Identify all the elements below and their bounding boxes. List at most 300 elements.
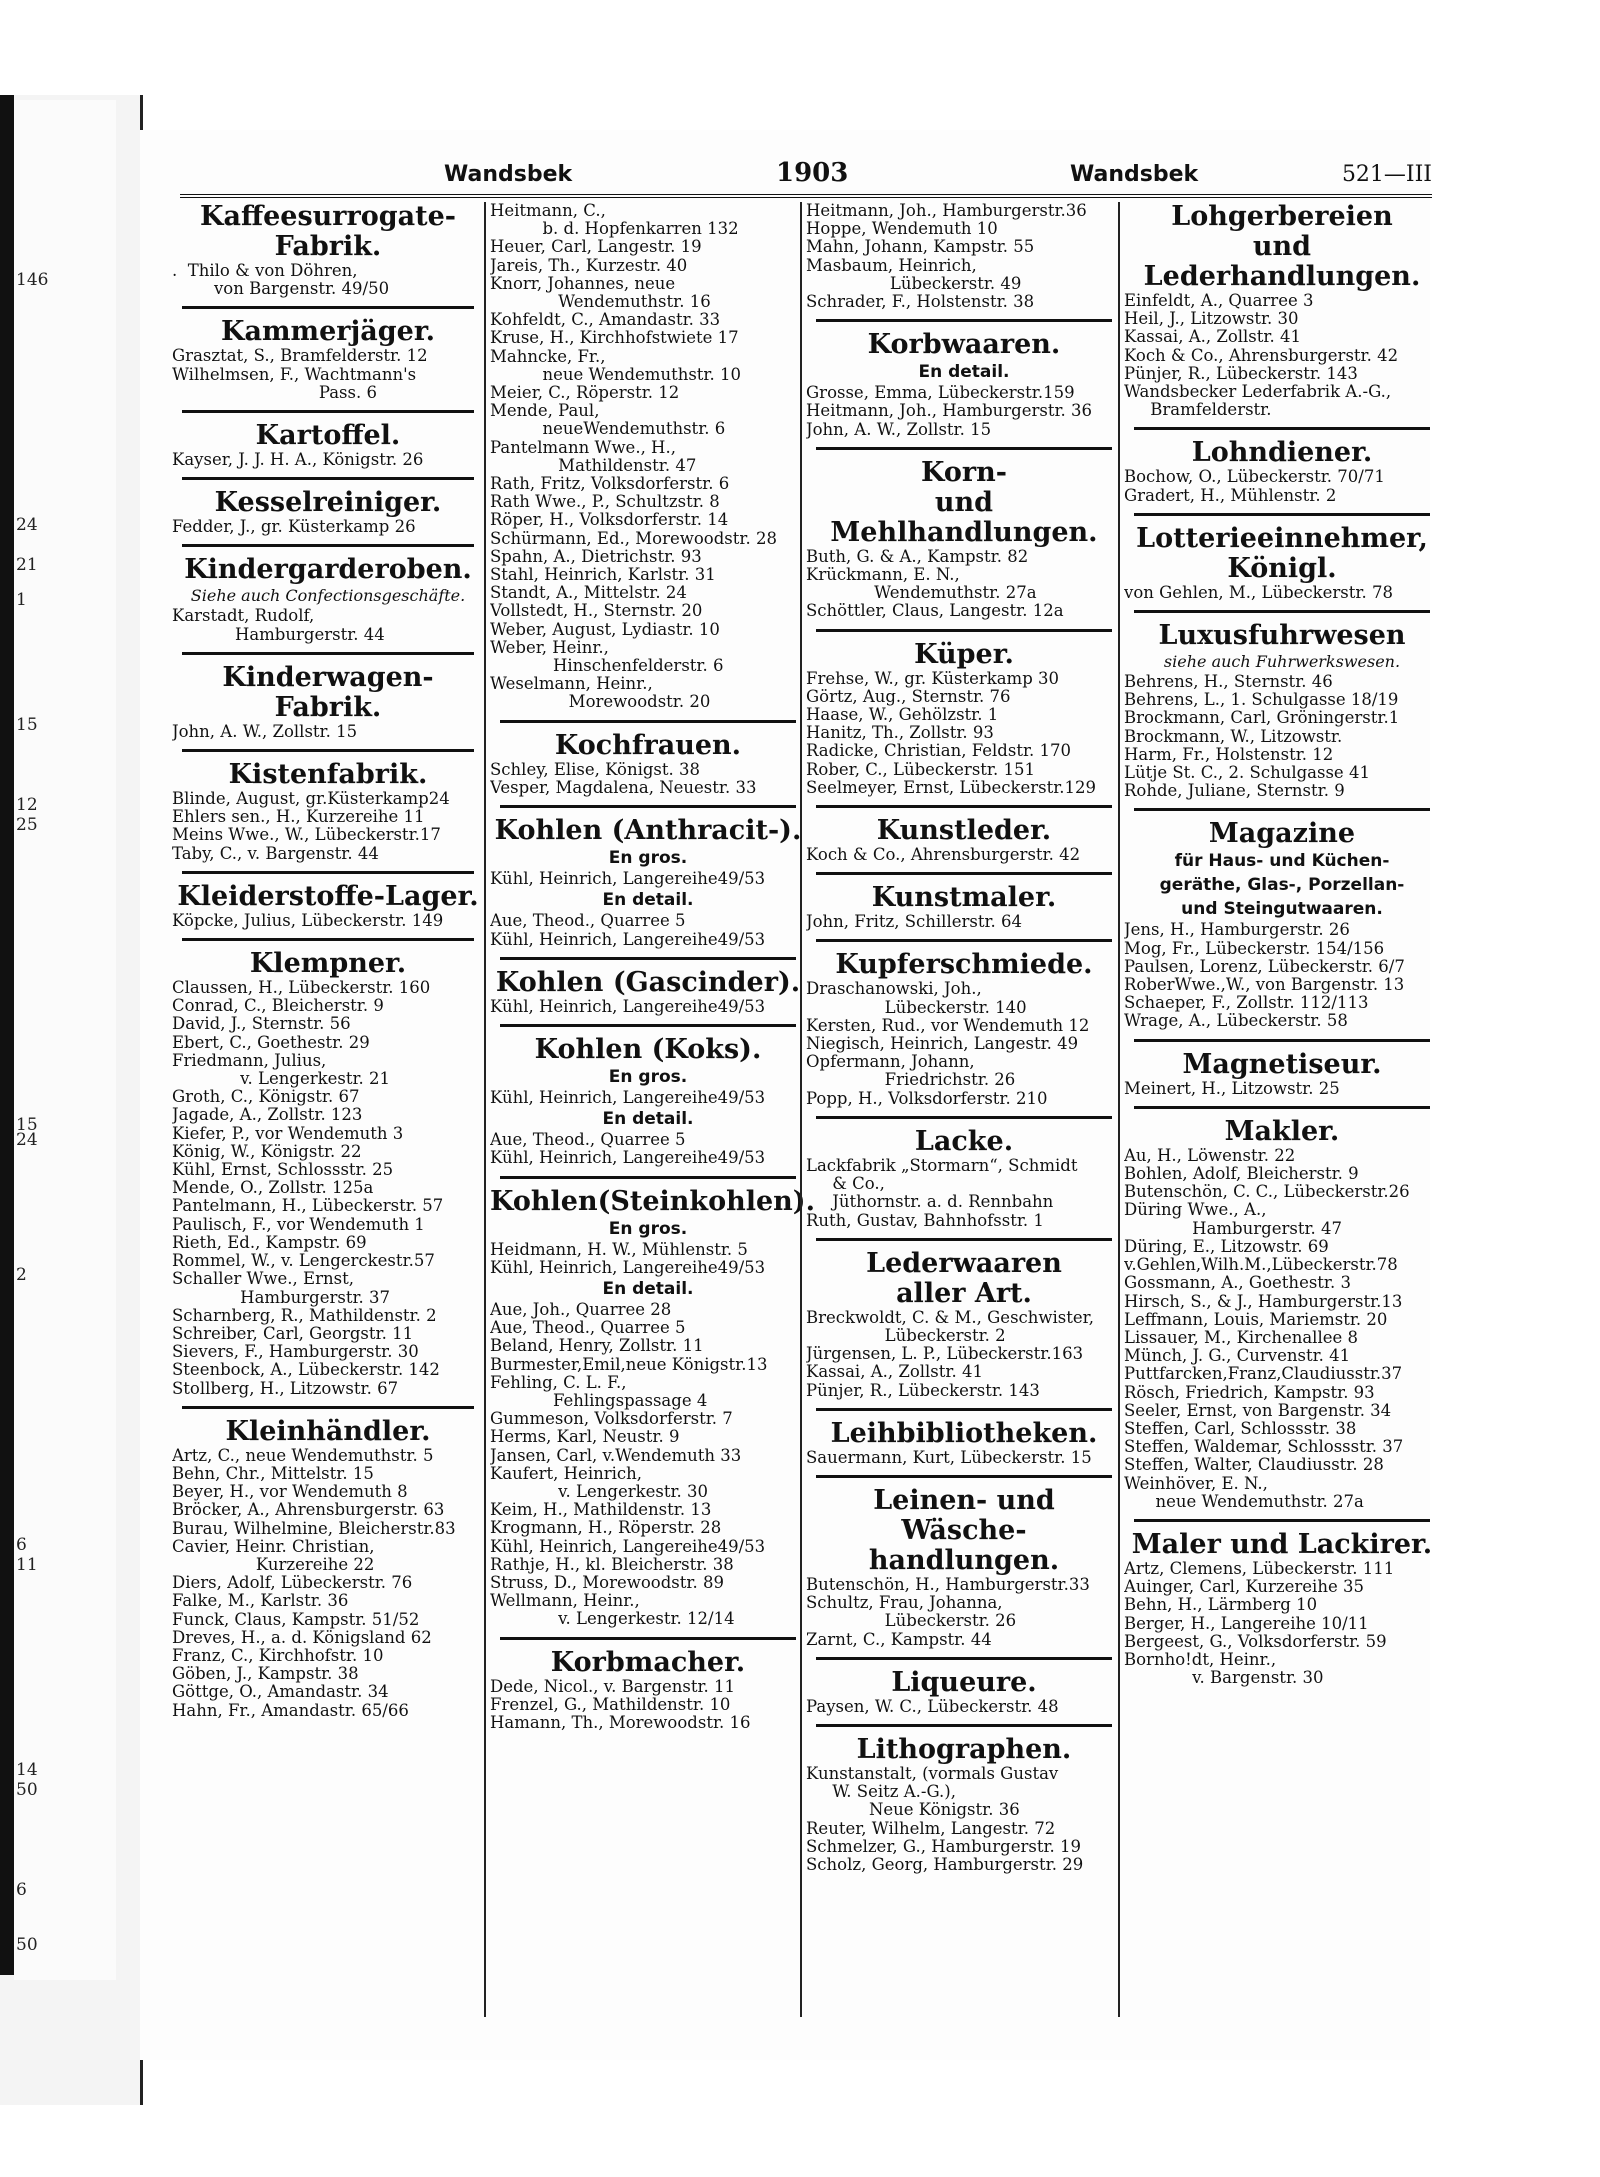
directory-entry: Jagade, A., Zollstr. 123 (172, 1106, 363, 1125)
directory-entry: Weinhöver, E. N., (1124, 1474, 1268, 1493)
directory-section (806, 202, 1122, 311)
directory-entry: Karstadt, Rudolf, (172, 607, 315, 626)
edge-number: 50 (16, 1780, 38, 1800)
section-heading: und (1252, 231, 1312, 262)
directory-section (172, 938, 484, 1398)
directory-entry: Masbaum, Heinrich, (806, 256, 977, 275)
directory-entry: Pantelmann Wwe., H., (490, 438, 676, 457)
directory-section (1124, 1519, 1440, 1687)
directory-entry: neue Wendemuthstr. 27a (1124, 1492, 1364, 1511)
directory-section (490, 957, 806, 1016)
directory-entry: Lütje St. C., 2. Schulgasse 41 (1124, 764, 1370, 783)
directory-entry: Schürmann, Ed., Morewoodstr. 28 (490, 529, 777, 548)
directory-entry: Leffmann, Louis, Mariemstr. 20 (1124, 1310, 1388, 1329)
directory-entry: Rath, Fritz, Volksdorferstr. 6 (490, 475, 730, 494)
column-4 (1118, 202, 1440, 2017)
directory-entry: Brockmann, Carl, Gröningerstr.1 (1124, 709, 1400, 728)
directory-entry: Pass. 6 (172, 383, 377, 402)
directory-entry: Kühl, Heinrich, Langereihe49/53 (490, 1088, 766, 1107)
directory-entry: Weber, Heinr., (490, 638, 609, 657)
directory-section (490, 1024, 806, 1168)
directory-entry: Kurzereihe 22 (172, 1555, 375, 1574)
directory-entry: Kayser, J. J. H. A., Königstr. 26 (172, 451, 424, 470)
section-heading: Kesselreiniger. (214, 487, 442, 519)
directory-entry: Pantelmann, H., Lübeckerstr. 57 (172, 1197, 444, 1216)
edge-number: 24 (16, 515, 38, 535)
directory-entry: Stahl, Heinrich, Karlstr. 31 (490, 566, 716, 585)
section-divider (182, 306, 474, 309)
directory-entry: Stollberg, H., Litzowstr. 67 (172, 1379, 399, 1398)
section-heading: handlungen. (868, 1544, 1060, 1576)
directory-entry: Fehlingspassage 4 (490, 1391, 708, 1410)
directory-section (490, 805, 806, 949)
directory-section (172, 652, 484, 741)
directory-entry: Hanitz, Th., Zollstr. 93 (806, 724, 994, 743)
section-subheading: En detail. (602, 1278, 694, 1299)
section-heading: Kinderwagen-Fabrik. (222, 661, 434, 723)
section-divider (1134, 1519, 1430, 1522)
section-heading: Lederhandlungen. (1143, 261, 1421, 292)
section-heading: Küper. (914, 638, 1014, 670)
directory-entry: Schmelzer, G., Hamburgerstr. 19 (806, 1837, 1082, 1856)
directory-entry: Rober, C., Lübeckerstr. 151 (806, 760, 1035, 779)
section-divider (816, 319, 1112, 322)
directory-entry: Kühl, Heinrich, Langereihe49/53 (490, 1258, 766, 1277)
directory-entry: Brockmann, W., Litzowstr. (1124, 727, 1343, 746)
directory-section (806, 805, 1122, 864)
section-heading: Maler und Lackirer. (1131, 1528, 1433, 1560)
directory-entry: Zarnt, C., Kampstr. 44 (806, 1630, 992, 1649)
directory-entry: Popp, H., Volksdorferstr. 210 (806, 1089, 1048, 1108)
directory-entry: Mahn, Johann, Kampstr. 55 (806, 238, 1035, 257)
directory-entry: König, W., Königstr. 22 (172, 1142, 362, 1161)
directory-entry: Falke, M., Karlstr. 36 (172, 1592, 349, 1611)
directory-entry: Draschanowski, Joh., (806, 980, 982, 999)
directory-section (806, 1238, 1122, 1400)
cross-reference-note: Siehe auch Confectionsgeschäfte. (190, 586, 466, 606)
section-heading: Lithographen. (856, 1733, 1072, 1765)
directory-entry: Kersten, Rud., vor Wendemuth 12 (806, 1016, 1090, 1035)
directory-entry: Göben, J., Kampstr. 38 (172, 1665, 359, 1684)
directory-entry: Ehlers sen., H., Kurzereihe 11 (172, 808, 425, 827)
section-heading: Kohlen (Koks). (534, 1033, 762, 1065)
directory-section (172, 306, 484, 402)
section-heading: Kistenfabrik. (228, 759, 428, 791)
section-heading: Makler. (1224, 1115, 1340, 1147)
edge-number: 21 (16, 555, 38, 575)
directory-entry: Sievers, F., Hamburgerstr. 30 (172, 1343, 419, 1362)
directory-section (1124, 1039, 1440, 1098)
directory-entry: Hirsch, S., & J., Hamburgerstr.13 (1124, 1292, 1403, 1311)
edge-number: 15 (16, 715, 38, 735)
directory-entry: Steffen, Walter, Claudiusstr. 28 (1124, 1456, 1384, 1475)
directory-section (806, 1657, 1122, 1716)
directory-entry: Behn, H., Lärmberg 10 (1124, 1596, 1318, 1615)
directory-entry: Einfeldt, A., Quarree 3 (1124, 292, 1314, 310)
directory-entry: Rösch, Friedrich, Kampstr. 93 (1124, 1383, 1375, 1402)
directory-entry: Wandsbecker Lederfabrik A.-G., (1124, 383, 1392, 402)
directory-entry: Meier, C., Röperstr. 12 (490, 384, 680, 403)
header-year: 1903 (776, 158, 849, 188)
directory-entry: Bochow, O., Lübeckerstr. 70/71 (1124, 468, 1385, 487)
directory-entry: Bröcker, A., Ahrensburgerstr. 63 (172, 1501, 445, 1520)
page-number: 521—III (1341, 162, 1432, 187)
directory-entry: v. Bargenstr. 30 (1124, 1669, 1324, 1688)
directory-entry: Artz, Clemens, Lübeckerstr. 111 (1124, 1559, 1395, 1578)
section-heading: Kaffeesurrogate- (200, 201, 456, 232)
directory-entry: Conrad, C., Bleicherstr. 9 (172, 997, 384, 1016)
directory-entry: Friedrichstr. 26 (806, 1071, 1016, 1090)
directory-entry: Groth, C., Königstr. 67 (172, 1088, 360, 1107)
directory-entry: Frehse, W., gr. Küsterkamp 30 (806, 669, 1060, 688)
directory-entry: Reuter, Wilhelm, Langestr. 72 (806, 1819, 1056, 1838)
directory-entry: Meinert, H., Litzowstr. 25 (1124, 1079, 1340, 1098)
directory-entry: Schaeper, F., Zollstr. 112/113 (1124, 994, 1369, 1013)
edge-number: 2 (16, 1265, 27, 1285)
column-3 (800, 202, 1122, 2017)
directory-entry: Morewoodstr. 20 (490, 693, 711, 712)
section-divider (182, 410, 474, 413)
section-heading: Königl. (1227, 552, 1337, 584)
directory-entry: Wendemuthstr. 27a (806, 584, 1037, 603)
directory-entry: RoberWwe.,W., von Bargenstr. 13 (1124, 976, 1405, 995)
directory-entry: Aue, Theod., Quarree 5 (490, 1319, 686, 1338)
section-heading: Lotterieeinnehmer, (1136, 522, 1428, 554)
section-divider (182, 1406, 474, 1409)
directory-entry: Claussen, H., Lübeckerstr. 160 (172, 979, 431, 998)
directory-entry: Opfermann, Johann, (806, 1053, 975, 1072)
directory-entry: neueWendemuthstr. 6 (490, 420, 726, 439)
cross-reference-note: siehe auch Fuhrwerkswesen. (1163, 652, 1401, 672)
section-heading: Kupferschmiede. (835, 949, 1093, 981)
section-divider (816, 805, 1112, 808)
directory-entry: Struss, D., Morewoodstr. 89 (490, 1573, 724, 1592)
directory-entry: Rieth, Ed., Kampstr. 69 (172, 1233, 367, 1252)
edge-number: 24 (16, 1130, 38, 1150)
directory-entry: Kühl, Heinrich, Langereihe49/53 (490, 1149, 766, 1168)
binding-shadow (0, 95, 14, 1975)
directory-entry: Burmester,Emil,neue Königstr.13 (490, 1355, 768, 1374)
section-divider (1134, 1106, 1430, 1109)
directory-entry: Butenschön, C. C., Lübeckerstr.26 (1124, 1183, 1410, 1202)
directory-entry: Grosse, Emma, Lübeckerstr.159 (806, 384, 1075, 403)
directory-section (172, 410, 484, 469)
section-heading: Korn- (921, 456, 1007, 488)
section-heading: Luxusfuhrwesen (1158, 620, 1406, 652)
section-divider (816, 1475, 1112, 1478)
section-divider (816, 872, 1112, 875)
directory-section (1124, 610, 1440, 800)
directory-section (1124, 1106, 1440, 1511)
section-heading: Lohndiener. (1191, 437, 1373, 469)
directory-entry: Münch, J. G., Curvenstr. 41 (1124, 1347, 1351, 1366)
directory-entry: Kühl, Ernst, Schlossstr. 25 (172, 1161, 394, 1180)
directory-section (172, 749, 484, 863)
directory-entry: Kunstanstalt, (vormals Gustav (806, 1764, 1059, 1783)
directory-entry: Diers, Adolf, Lübeckerstr. 76 (172, 1574, 413, 1593)
directory-entry: Düring Wwe., A., (1124, 1201, 1267, 1220)
section-heading: Kunstleder. (876, 815, 1052, 847)
directory-entry: Kassai, A., Zollstr. 41 (806, 1363, 983, 1382)
directory-entry: Neue Königstr. 36 (806, 1801, 1020, 1820)
directory-entry: Scharnberg, R., Mathildenstr. 2 (172, 1306, 437, 1325)
directory-entry: Wrage, A., Lübeckerstr. 58 (1124, 1012, 1348, 1031)
directory-section (1124, 513, 1440, 602)
directory-entry: Gossmann, A., Goethestr. 3 (1124, 1274, 1351, 1293)
directory-entry: Paulsen, Lorenz, Lübeckerstr. 6/7 (1124, 957, 1405, 976)
directory-entry: Bornho!dt, Heinr., (1124, 1650, 1277, 1669)
section-heading: Kleiderstoffe-Lager. (177, 880, 479, 912)
directory-entry: Rathje, H., kl. Bleicherstr. 38 (490, 1555, 734, 1574)
section-subheading: geräthe, Glas-, Porzellan- (1159, 875, 1405, 896)
directory-entry: v. Lengerkestr. 21 (172, 1070, 391, 1089)
directory-entry: Aue, Joh., Quarree 28 (490, 1300, 672, 1319)
directory-entry: Heitmann, C., (490, 202, 606, 220)
directory-entry: Spahn, A., Dietrichstr. 93 (490, 547, 702, 566)
directory-entry: Jareis, Th., Kurzestr. 40 (490, 256, 688, 275)
directory-entry: Mathildenstr. 47 (490, 456, 697, 475)
directory-entry: Vollstedt, H., Sternstr. 20 (490, 602, 703, 621)
section-divider (816, 1657, 1112, 1660)
directory-entry: Dreves, H., a. d. Königsland 62 (172, 1628, 432, 1647)
directory-entry: Weber, August, Lydiastr. 10 (490, 620, 720, 639)
directory-entry: John, A. W., Zollstr. 15 (806, 420, 992, 439)
directory-entry: Pünjer, R., Lübeckerstr. 143 (806, 1381, 1040, 1400)
directory-entry: Steffen, Carl, Schlossstr. 38 (1124, 1419, 1357, 1438)
directory-entry: Taby, C., v. Bargenstr. 44 (172, 844, 379, 863)
directory-section (806, 1724, 1122, 1874)
directory-entry: Schley, Elise, Königst. 38 (490, 760, 701, 779)
directory-entry: Jürgensen, L. P., Lübeckerstr.163 (806, 1345, 1084, 1364)
directory-entry: Düring, E., Litzowstr. 69 (1124, 1237, 1329, 1256)
directory-entry: Krückmann, E. N., (806, 566, 960, 585)
directory-entry: Koch & Co., Ahrensburgerstr. 42 (1124, 346, 1399, 365)
directory-entry: & Co., (806, 1175, 885, 1194)
directory-entry: Hamburgerstr. 44 (172, 625, 385, 644)
directory-entry: Blinde, August, gr.Küsterkamp24 (172, 790, 450, 809)
directory-entry: v. Lengerkestr. 30 (490, 1482, 709, 1501)
directory-entry: Grasztat, S., Bramfelderstr. 12 (172, 347, 428, 366)
directory-section (172, 202, 484, 298)
section-heading: Kunstmaler. (871, 882, 1057, 914)
section-subheading: für Haus- und Küchen- (1174, 851, 1390, 872)
section-subheading: En detail. (602, 1109, 694, 1130)
directory-entry: Schöttler, Claus, Langestr. 12a (806, 602, 1064, 621)
section-subheading: En gros. (608, 1066, 688, 1087)
directory-entry: Sauermann, Kurt, Lübeckerstr. 15 (806, 1448, 1092, 1467)
directory-entry: Scholz, Georg, Hamburgerstr. 29 (806, 1855, 1084, 1874)
section-divider (816, 1724, 1112, 1727)
edge-number: 6 (16, 1535, 27, 1555)
section-divider (182, 749, 474, 752)
directory-entry: Heitmann, Joh., Hamburgerstr. 36 (806, 402, 1093, 421)
directory-entry: Jens, H., Hamburgerstr. 26 (1124, 921, 1350, 940)
directory-entry: Mahncke, Fr., (490, 347, 606, 366)
directory-entry: Gradert, H., Mühlenstr. 2 (1124, 486, 1337, 505)
directory-entry: Lübeckerstr. 140 (806, 998, 1027, 1017)
directory-entry: John, A. W., Zollstr. 15 (172, 722, 358, 741)
directory-entry: Cavier, Heinr. Christian, (172, 1537, 375, 1556)
directory-entry: David, J., Sternstr. 56 (172, 1015, 351, 1034)
directory-entry: Meins Wwe., W., Lübeckerstr.17 (172, 826, 441, 845)
directory-entry: Kiefer, P., vor Wendemuth 3 (172, 1124, 404, 1143)
directory-entry: von Gehlen, M., Lübeckerstr. 78 (1124, 583, 1393, 602)
directory-entry: Behrens, H., Sternstr. 46 (1124, 673, 1333, 692)
directory-entry: Schaller Wwe., Ernst, (172, 1270, 354, 1289)
directory-entry: Lackfabrik „Stormarn“, Schmidt (806, 1156, 1078, 1175)
directory-entry: Breckwoldt, C. & M., Geschwister, (806, 1308, 1094, 1327)
directory-entry: neue Wendemuthstr. 10 (490, 365, 741, 384)
directory-entry: Burau, Wilhelmine, Bleicherstr.83 (172, 1519, 456, 1538)
column-1 (172, 202, 484, 2017)
directory-entry: Kassai, A., Zollstr. 41 (1124, 328, 1301, 347)
directory-entry: Bramfelderstr. (1124, 401, 1272, 420)
edge-number: 15 (16, 1115, 38, 1135)
edge-number: 12 (16, 795, 38, 815)
section-heading: Magnetiseur. (1182, 1048, 1382, 1080)
section-divider (500, 805, 796, 808)
section-heading: Kohlen (Gascinder). (495, 966, 801, 998)
section-divider (500, 957, 796, 960)
edge-number: 6 (16, 1880, 27, 1900)
section-heading: Kohlen(Steinkohlen). (490, 1185, 815, 1217)
header-left-place: Wandsbek (444, 162, 573, 187)
directory-entry: Lissauer, M., Kirchenallee 8 (1124, 1328, 1359, 1347)
section-heading: Leinen- und Wäsche- (873, 1484, 1055, 1546)
directory-entry: Heil, J., Litzowstr. 30 (1124, 310, 1299, 329)
directory-entry: Görtz, Aug., Sternstr. 76 (806, 687, 1011, 706)
directory-section (172, 1406, 484, 1720)
section-heading: Lederwaaren (866, 1247, 1062, 1279)
header-right-place: Wandsbek (1070, 162, 1199, 187)
section-divider (816, 939, 1112, 942)
directory-section (1124, 427, 1440, 504)
directory-entry: Frenzel, G., Mathildenstr. 10 (490, 1695, 731, 1714)
directory-entry: Mog, Fr., Lübeckerstr. 154/156 (1124, 939, 1385, 958)
directory-section (806, 872, 1122, 931)
section-heading: Fabrik. (274, 231, 382, 262)
directory-entry: Seeler, Ernst, von Bargenstr. 34 (1124, 1401, 1392, 1420)
section-heading: Kartoffel. (255, 420, 401, 452)
directory-entry: Behn, Chr., Mittelstr. 15 (172, 1464, 374, 1483)
edge-number: 11 (16, 1555, 38, 1575)
directory-entry: Mende, Paul, (490, 402, 600, 421)
directory-entry: Lübeckerstr. 49 (806, 274, 1022, 293)
directory-entry: Jansen, Carl, v.Wendemuth 33 (490, 1446, 742, 1465)
directory-entry: Vesper, Magdalena, Neuestr. 33 (490, 778, 757, 797)
directory-section (1124, 808, 1440, 1030)
directory-entry: Schultz, Frau, Johanna, (806, 1594, 1003, 1613)
directory-section (490, 1637, 806, 1733)
edge-number: 146 (16, 270, 49, 290)
section-divider (816, 447, 1112, 450)
section-divider (182, 652, 474, 655)
directory-entry: Artz, C., neue Wendemuthstr. 5 (172, 1446, 434, 1465)
directory-entry: Gummeson, Volksdorferstr. 7 (490, 1410, 733, 1429)
section-divider (500, 1024, 796, 1027)
directory-entry: Kruse, H., Kirchhofstwiete 17 (490, 329, 739, 348)
directory-entry: Auinger, Carl, Kurzereihe 35 (1124, 1578, 1364, 1597)
section-divider (816, 1116, 1112, 1119)
directory-section (806, 447, 1122, 621)
directory-entry: W. Seitz A.-G.), (806, 1783, 956, 1802)
directory-entry: Heitmann, Joh., Hamburgerstr.36 (806, 202, 1087, 220)
directory-section (806, 1408, 1122, 1467)
column-2 (484, 202, 815, 2017)
section-divider (500, 1176, 796, 1179)
directory-entry: von Bargenstr. 49/50 (172, 280, 390, 299)
directory-entry: Kühl, Heinrich, Langereihe49/53 (490, 997, 766, 1016)
section-heading: aller Art. (896, 1277, 1032, 1309)
section-heading: Korbmacher. (550, 1646, 746, 1678)
edge-number: 25 (16, 815, 38, 835)
directory-entry: Kohfeldt, C., Amandastr. 33 (490, 311, 721, 330)
directory-section (172, 871, 484, 930)
directory-entry: Niegisch, Heinrich, Langestr. 49 (806, 1035, 1079, 1054)
section-divider (500, 1637, 796, 1640)
directory-entry: Wilhelmsen, F., Wachtmann's (172, 365, 417, 384)
directory-section (490, 1176, 815, 1629)
directory-section (806, 629, 1122, 797)
section-divider (500, 720, 796, 723)
section-subheading: En detail. (918, 362, 1010, 383)
directory-entry: Beland, Henry, Zollstr. 11 (490, 1337, 704, 1356)
section-divider (182, 871, 474, 874)
section-heading: Kindergarderoben. (184, 554, 472, 586)
directory-entry: Seelmeyer, Ernst, Lübeckerstr.129 (806, 778, 1097, 797)
directory-section (1124, 202, 1440, 419)
directory-entry: Hamann, Th., Morewoodstr. 16 (490, 1713, 751, 1732)
directory-entry: Kühl, Heinrich, Langereihe49/53 (490, 1537, 766, 1556)
directory-entry: b. d. Hopfenkarren 132 (490, 220, 739, 239)
directory-entry: Puttfarcken,Franz,Claudiusstr.37 (1124, 1365, 1403, 1384)
directory-entry: Harm, Fr., Holstenstr. 12 (1124, 745, 1334, 764)
directory-entry: Hamburgerstr. 47 (1124, 1219, 1343, 1238)
directory-entry: Kühl, Heinrich, Langereihe49/53 (490, 930, 766, 949)
directory-entry: Schreiber, Carl, Georgstr. 11 (172, 1324, 414, 1343)
directory-entry: Hinschenfelderstr. 6 (490, 657, 724, 676)
directory-entry: Heidmann, H. W., Mühlenstr. 5 (490, 1240, 748, 1259)
section-divider (816, 629, 1112, 632)
directory-section (490, 720, 806, 797)
directory-entry: Haase, W., Gehölzstr. 1 (806, 706, 999, 725)
directory-entry: v.Gehlen,Wilh.M.,Lübeckerstr.78 (1124, 1256, 1398, 1275)
directory-entry: Wellmann, Heinr., (490, 1592, 640, 1611)
directory-entry: Ruth, Gustav, Bahnhofsstr. 1 (806, 1211, 1044, 1230)
directory-entry: Hoppe, Wendemuth 10 (806, 220, 998, 239)
directory-section (806, 1116, 1122, 1230)
section-divider (1134, 1039, 1430, 1042)
directory-entry: Au, H., Löwenstr. 22 (1124, 1146, 1296, 1165)
directory-entry: Mende, O., Zollstr. 125a (172, 1179, 374, 1198)
directory-entry: Köpcke, Julius, Lübeckerstr. 149 (172, 911, 444, 930)
directory-entry: Weselmann, Heinr., (490, 675, 653, 694)
section-divider (1134, 610, 1430, 613)
directory-entry: Bohlen, Adolf, Bleicherstr. 9 (1124, 1165, 1359, 1184)
directory-entry: Wendemuthstr. 16 (490, 293, 711, 312)
section-divider (1134, 513, 1430, 516)
section-heading: Klempner. (249, 948, 407, 980)
section-divider (182, 544, 474, 547)
section-subheading: En gros. (608, 1218, 688, 1239)
section-heading: Leihbibliotheken. (830, 1417, 1098, 1449)
directory-entry: Bergeest, G., Volksdorferstr. 59 (1124, 1632, 1387, 1651)
directory-entry: Rath Wwe., P., Schultzstr. 8 (490, 493, 720, 512)
section-subheading: En detail. (602, 890, 694, 911)
section-heading: Lacke. (914, 1125, 1014, 1157)
directory-entry: Herms, Karl, Neustr. 9 (490, 1428, 680, 1447)
edge-number: 50 (16, 1935, 38, 1955)
